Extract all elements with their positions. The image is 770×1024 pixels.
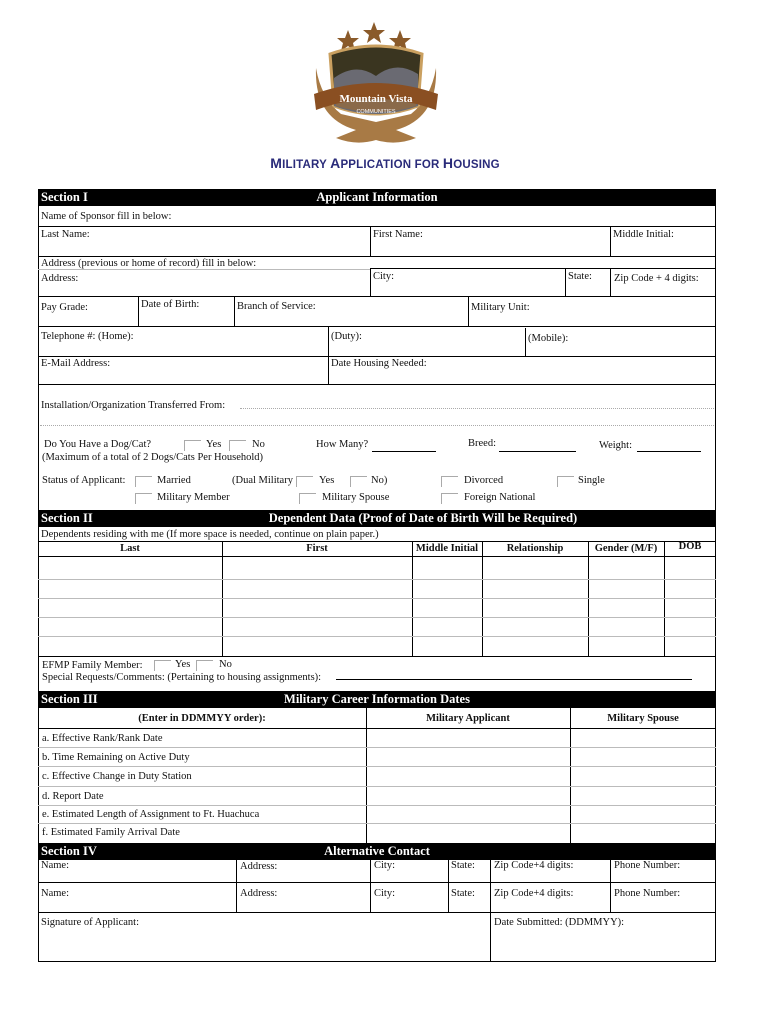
alt2-phone-label[interactable]: Phone Number: <box>614 888 681 899</box>
special-requests-label: Special Requests/Comments: (Pertaining to housing assignments): <box>42 672 322 683</box>
pet-yes-label: Yes <box>206 439 222 450</box>
single-label: Single <box>578 475 605 486</box>
alt1-phone-label[interactable]: Phone Number: <box>614 860 681 871</box>
alt2-state-label[interactable]: State: <box>451 888 475 899</box>
date-submitted-label[interactable]: Date Submitted: (DDMMYY): <box>494 917 625 928</box>
section1-header: Section I Applicant Information <box>38 189 716 206</box>
installation-label[interactable]: Installation/Organization Transferred From: <box>41 400 226 411</box>
row-report-date: d. Report Date <box>42 791 104 802</box>
dual-military-label: (Dual Military <box>232 475 293 486</box>
col-military-applicant: Military Applicant <box>426 713 510 724</box>
col-relationship: Relationship <box>506 543 564 554</box>
sponsor-label: Name of Sponsor fill in below: <box>41 211 172 222</box>
status-label: Status of Applicant: <box>42 475 126 486</box>
dual-yes-checkbox[interactable] <box>296 476 313 487</box>
alt1-name-label[interactable]: Name: <box>41 860 69 871</box>
address-label[interactable]: Address: <box>41 273 79 284</box>
military-spouse-label: Military Spouse <box>322 492 390 503</box>
col-first: First <box>306 543 328 554</box>
alt1-address-label[interactable]: Address: <box>240 861 278 872</box>
weight-label: Weight: <box>599 440 632 451</box>
efmp-yes-checkbox[interactable] <box>154 660 171 671</box>
efmp-no-label: No <box>219 659 232 670</box>
dual-no-label: No) <box>371 475 388 486</box>
col-middle-initial: Middle Initial <box>415 543 479 554</box>
pet-no-label: No <box>252 439 265 450</box>
signature-label[interactable]: Signature of Applicant: <box>41 917 139 928</box>
row-change-duty: c. Effective Change in Duty Station <box>42 771 192 782</box>
special-requests-input[interactable] <box>336 679 692 680</box>
efmp-label: EFMP Family Member: <box>42 660 143 671</box>
col-military-spouse: Military Spouse <box>607 713 679 724</box>
divorced-checkbox[interactable] <box>441 476 458 487</box>
middle-initial-label[interactable]: Middle Initial: <box>613 229 674 240</box>
col-gender: Gender (M/F) <box>594 543 658 554</box>
col-last: Last <box>120 543 140 554</box>
pay-grade-label[interactable]: Pay Grade: <box>41 302 88 313</box>
state-label[interactable]: State: <box>568 271 592 282</box>
alt2-zip-label[interactable]: Zip Code+4 digits: <box>494 888 574 899</box>
how-many-label: How Many? <box>316 439 369 450</box>
dual-no-checkbox[interactable] <box>350 476 367 487</box>
foreign-national-label: Foreign National <box>464 492 536 503</box>
dual-yes-label: Yes <box>319 475 335 486</box>
branch-label[interactable]: Branch of Service: <box>237 301 316 312</box>
pet-no-checkbox[interactable] <box>229 440 246 451</box>
alt2-city-label[interactable]: City: <box>374 888 396 899</box>
efmp-yes-label: Yes <box>175 659 191 670</box>
first-name-label[interactable]: First Name: <box>373 229 423 240</box>
last-name-label[interactable]: Last Name: <box>41 229 90 240</box>
row-time-remaining: b. Time Remaining on Active Duty <box>42 752 190 763</box>
foreign-national-checkbox[interactable] <box>441 493 458 504</box>
married-checkbox[interactable] <box>135 476 152 487</box>
date-housing-label[interactable]: Date Housing Needed: <box>331 358 427 369</box>
alt2-address-label[interactable]: Address: <box>240 888 278 899</box>
col-ddmmyy: (Enter in DDMMYY order): <box>138 713 266 724</box>
military-member-label: Military Member <box>157 492 230 503</box>
how-many-input[interactable] <box>372 451 436 452</box>
row-rank-date: a. Effective Rank/Rank Date <box>42 733 163 744</box>
zip-label[interactable]: Zip Code + 4 digits: <box>614 273 699 284</box>
address-header-label: Address (previous or home of record) fill in below: <box>41 258 257 269</box>
divorced-label: Divorced <box>464 475 504 486</box>
pet-max-note: (Maximum of a total of 2 Dogs/Cats Per Household) <box>42 452 264 463</box>
weight-input[interactable] <box>637 451 701 452</box>
married-label: Married <box>157 475 191 486</box>
tel-duty-label[interactable]: (Duty): <box>331 331 362 342</box>
military-unit-label[interactable]: Military Unit: <box>471 302 530 313</box>
section2-header: Section II Dependent Data (Proof of Date of Birth Will be Required) <box>38 510 716 527</box>
pet-yes-checkbox[interactable] <box>184 440 201 451</box>
col-dob: DOB <box>678 541 702 552</box>
efmp-no-checkbox[interactable] <box>196 660 213 671</box>
row-family-arrival: f. Estimated Family Arrival Date <box>42 827 180 838</box>
alt1-zip-label[interactable]: Zip Code+4 digits: <box>494 860 574 871</box>
logo-text-main: Mountain Vista <box>339 93 413 105</box>
logo-text-sub: COMMUNITIES <box>356 109 396 115</box>
pet-question: Do You Have a Dog/Cat? <box>44 439 152 450</box>
section4-header: Section IV Alternative Contact <box>38 843 716 860</box>
breed-label: Breed: <box>468 438 496 449</box>
breed-input[interactable] <box>499 451 576 452</box>
page-title: MILITARY APPLICATION FOR HOUSING <box>270 155 500 171</box>
city-label[interactable]: City: <box>373 271 395 282</box>
alt2-name-label[interactable]: Name: <box>41 888 69 899</box>
mountain-vista-logo <box>296 18 456 150</box>
alt1-state-label[interactable]: State: <box>451 860 475 871</box>
tel-mobile-label[interactable]: (Mobile): <box>528 333 569 344</box>
alt1-city-label[interactable]: City: <box>374 860 396 871</box>
row-length-assignment: e. Estimated Length of Assignment to Ft. Huachuca <box>42 809 260 820</box>
dependents-note: Dependents residing with me (If more space is needed, continue on plain paper.) <box>41 529 379 540</box>
tel-home-label[interactable]: Telephone #: (Home): <box>41 331 134 342</box>
military-spouse-checkbox[interactable] <box>299 493 316 504</box>
section3-header: Section III Military Career Information Dates <box>38 691 716 708</box>
military-member-checkbox[interactable] <box>135 493 152 504</box>
dob-label[interactable]: Date of Birth: <box>141 299 200 310</box>
email-label[interactable]: E-Mail Address: <box>41 358 111 369</box>
single-checkbox[interactable] <box>557 476 574 487</box>
